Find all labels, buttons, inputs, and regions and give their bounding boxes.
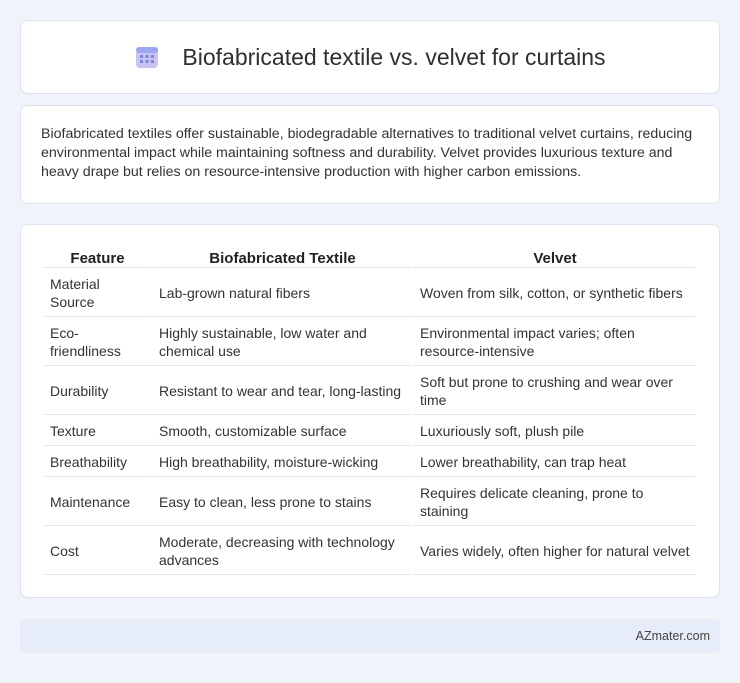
cell-biofabricated: Easy to clean, less prone to stains bbox=[153, 479, 412, 526]
cell-feature: Material Source bbox=[44, 270, 151, 317]
calendar-grid-icon bbox=[134, 44, 160, 70]
cell-biofabricated: Resistant to wear and tear, long-lasting bbox=[153, 368, 412, 415]
table-row bbox=[44, 368, 696, 415]
cell-biofabricated: Lab-grown natural fibers bbox=[153, 270, 412, 317]
cell-velvet: Luxuriously soft, plush pile bbox=[414, 417, 696, 446]
header-feature: Feature bbox=[44, 245, 151, 268]
cell-feature: Cost bbox=[44, 528, 151, 575]
footer-bar bbox=[20, 619, 720, 653]
table-row bbox=[44, 417, 696, 446]
cell-velvet: Woven from silk, cotton, or synthetic fibers bbox=[414, 270, 696, 317]
cell-velvet: Varies widely, often higher for natural velvet bbox=[414, 528, 696, 575]
table-header-row bbox=[44, 245, 696, 268]
cell-feature: Breathability bbox=[44, 448, 151, 477]
cell-feature: Texture bbox=[44, 417, 151, 446]
table-row bbox=[44, 479, 696, 526]
comparison-card bbox=[20, 224, 720, 598]
table-row bbox=[44, 448, 696, 477]
cell-feature: Eco-friendliness bbox=[44, 319, 151, 366]
page-title: Biofabricated textile vs. velvet for curtains bbox=[182, 43, 606, 70]
header-velvet: Velvet bbox=[414, 245, 696, 268]
footer-site-name: AZmater.com bbox=[635, 629, 710, 643]
cell-feature: Maintenance bbox=[44, 479, 151, 526]
cell-biofabricated: Moderate, decreasing with technology advances bbox=[153, 528, 412, 575]
cell-feature: Durability bbox=[44, 368, 151, 415]
cell-velvet: Requires delicate cleaning, prone to staining bbox=[414, 479, 696, 526]
cell-biofabricated: Smooth, customizable surface bbox=[153, 417, 412, 446]
header-biofabricated: Biofabricated Textile bbox=[153, 245, 412, 268]
cell-velvet: Lower breathability, can trap heat bbox=[414, 448, 696, 477]
title-card bbox=[20, 20, 720, 94]
cell-biofabricated: Highly sustainable, low water and chemical use bbox=[153, 319, 412, 366]
table-row bbox=[44, 319, 696, 366]
cell-velvet: Environmental impact varies; often resource-intensive bbox=[414, 319, 696, 366]
cell-biofabricated: High breathability, moisture-wicking bbox=[153, 448, 412, 477]
cell-velvet: Soft but prone to crushing and wear over time bbox=[414, 368, 696, 415]
comparison-table bbox=[42, 243, 698, 577]
table-row bbox=[44, 270, 696, 317]
intro-paragraph: Biofabricated textiles offer sustainable, biodegradable alternatives to traditional velvet curtains, reducing environmental impact while maintaining softness and durability. Velvet provides luxurious texture and heavy drape but relies on resource-intensive production with higher carbon emissions. bbox=[41, 126, 693, 180]
table-row bbox=[44, 528, 696, 575]
intro-card bbox=[20, 105, 720, 204]
